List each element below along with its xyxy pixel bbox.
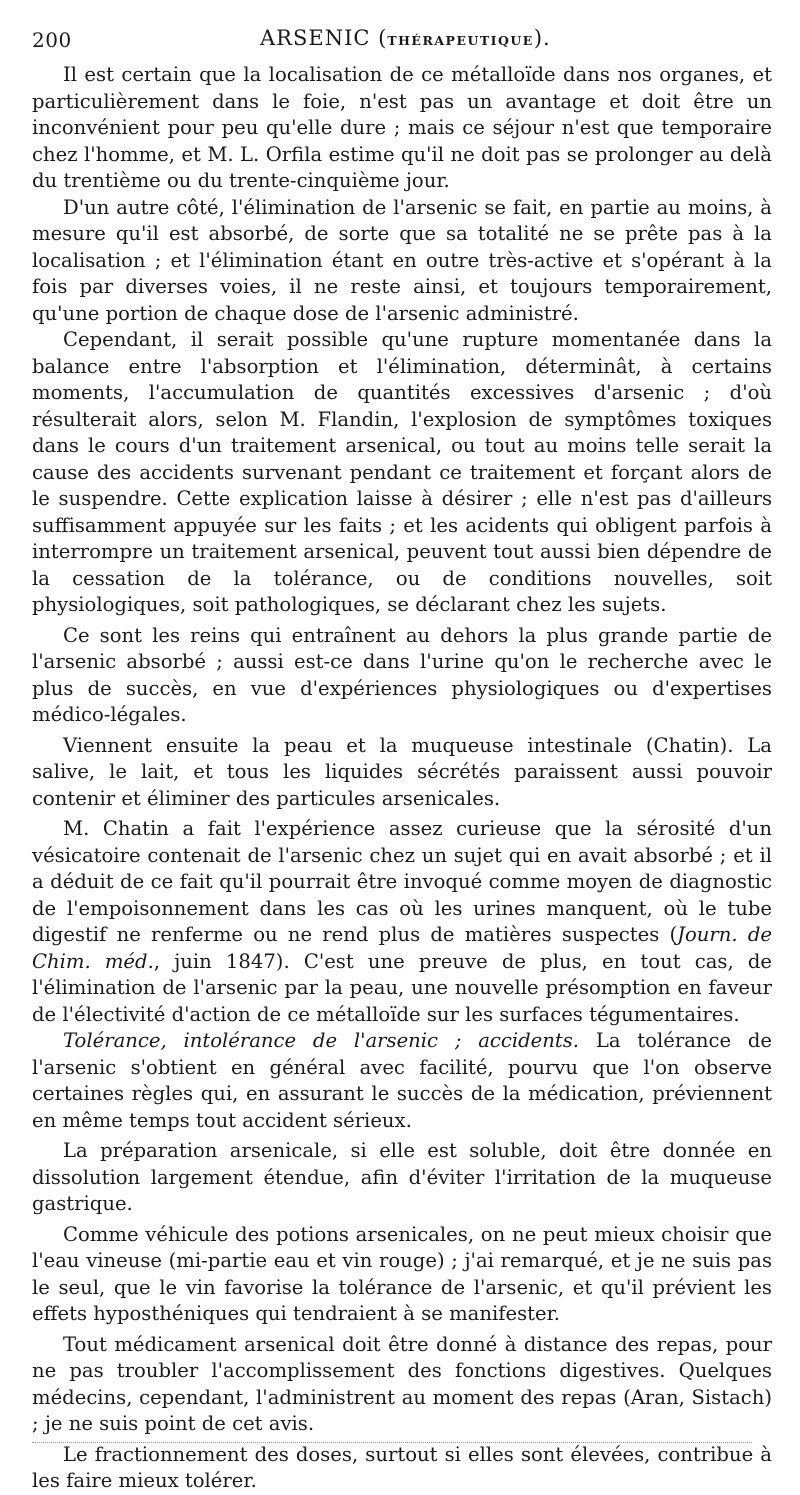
paragraph-localisation: Il est certain que la localisation de ce métalloïde dans nos organes, et particulièrement dans le foie, n'est pas un avantage et doit être un inconvénient pour peu qu'elle dure ; mais ce séjour n'est que temporaire chez l'homme, et M. L. Orfila estime qu'il ne doit pas se prolonger au delà du trentième ou du trente-cinquième jour. [32, 63, 772, 192]
paragraph-reins: Ce sont les reins qui entraînent au dehors la plus grande partie de l'arsenic absorbé ; aussi est-ce dans l'urine qu'on le recherche avec le plus de succès, en vue d'expériences physiologiques ou d'expertises médico-légales. [32, 623, 772, 726]
footer-dotted-rule [32, 1442, 752, 1443]
running-head-close: ). [533, 26, 551, 50]
paragraph-distance-repas: Tout médicament arsenical doit être donné à distance des repas, pour ne pas troubler l'accomplissement des fonctions digestives. Quelques médecins, cependant, l'administrent au moment des repas (Aran, Sistach) ; je ne suis point de cet avis. [32, 1332, 772, 1435]
chatin-text-part2: , juin 1847). C'est une preuve de plus, en tout cas, de l'élimination de l'arsenic par la peau, une nouvelle présomption en faveur de l'électivité d'action de ce métalloïde sur les surfaces tégumentaires. [32, 949, 772, 1026]
running-head-subtitle: THÉRAPEUTIQUE [387, 33, 534, 48]
paragraph-tolerance [32, 1028, 772, 1134]
paragraph-peau-muqueuse: Viennent ensuite la peau et la muqueuse intestinale (Chatin). La salive, le lait, et tous les liquides sécrétés paraissent aussi pouvoir contenir et éliminer des particules arsenicales. [32, 733, 772, 810]
chatin-text-part1: M. Chatin a fait l'expérience assez curieuse que la sérosité d'un vésicatoire contenait de l'arsenic chez un sujet qui en avait absorbé ; et il a déduit de ce fait qu'il pourrait être invoqué comme moyen de diagnostic de l'empoisonnement dans les cas où les urines manquent, où le tube digestif ne renferme ou ne rend plus de matières suspectes ( [32, 817, 772, 946]
page-header [32, 0, 772, 62]
paragraph-fractionnement: Le fractionnement des doses, surtout si elles sont élevées, contribue à les faire mieux tolérer. [32, 1442, 772, 1492]
tolerance-text: La tolérance de l'arsenic s'obtient en général avec facilité, pourvu que l'on observe certaines règles qui, en assurant le succès de la médication, préviennent en même temps tout accident sérieux. [32, 1029, 772, 1132]
paragraph-preparation: La préparation arsenicale, si elle est soluble, doit être donnée en dissolution largement étendue, afin d'éviter l'irritation de la muqueuse gastrique. [32, 1139, 772, 1215]
paragraph-vehicule: Comme véhicule des potions arsenicales, on ne peut mieux choisir que l'eau vineuse (mi-partie eau et vin rouge) ; j'ai remarqué, et je ne suis pas le seul, que le vin favorise la tolérance de l'arsenic, et qu'il prévient les effets hyposthéniques qui tendraient à se manifester. [32, 1222, 772, 1325]
journal-citation: Journ. de Chim. méd. [32, 923, 772, 973]
running-head-main: ARSENIC ( [260, 26, 388, 50]
running-head [260, 26, 551, 50]
section-lead-heading: Tolérance, intolérance de l'arsenic ; accidents. [63, 1029, 580, 1052]
body-text [32, 62, 772, 1495]
paragraph-chatin-vesicatoire [32, 816, 772, 1028]
paragraph-elimination: D'un autre côté, l'élimination de l'arsenic se fait, en partie au moins, à mesure qu'il est absorbé, de sorte que sa totalité ne se prête pas à la localisation ; et l'élimination étant en outre très-active et s'opérant à la fois par diverses voies, il ne reste ainsi, et toujours temporairement, qu'une portion de chaque dose de l'arsenic administré. [32, 195, 772, 325]
page-number: 200 [32, 28, 72, 52]
book-page [32, 0, 772, 1492]
paragraph-rupture-balance: Cependant, il serait possible qu'une rupture momentanée dans la balance entre l'absorption et l'élimination, déterminât, à certains moments, l'accumulation de quantités excessives d'arsenic ; d'où résulterait alors, selon M. Flandin, l'explosion de symptômes toxiques dans le cours d'un traitement arsenical, ou tout au moins telle serait la cause des accidents survenant pendant ce traitement et forçant alors de le suspendre. Cette explication laisse à désirer ; elle n'est pas d'ailleurs suffisamment appuyée sur les faits ; et les acidents qui obligent parfois à interrompre un traitement arsenical, peuvent tout aussi bien dépendre de la cessation de la tolérance, ou de conditions nouvelles, soit physiologiques, soit pathologiques, se déclarant chez les sujets. [32, 328, 772, 616]
